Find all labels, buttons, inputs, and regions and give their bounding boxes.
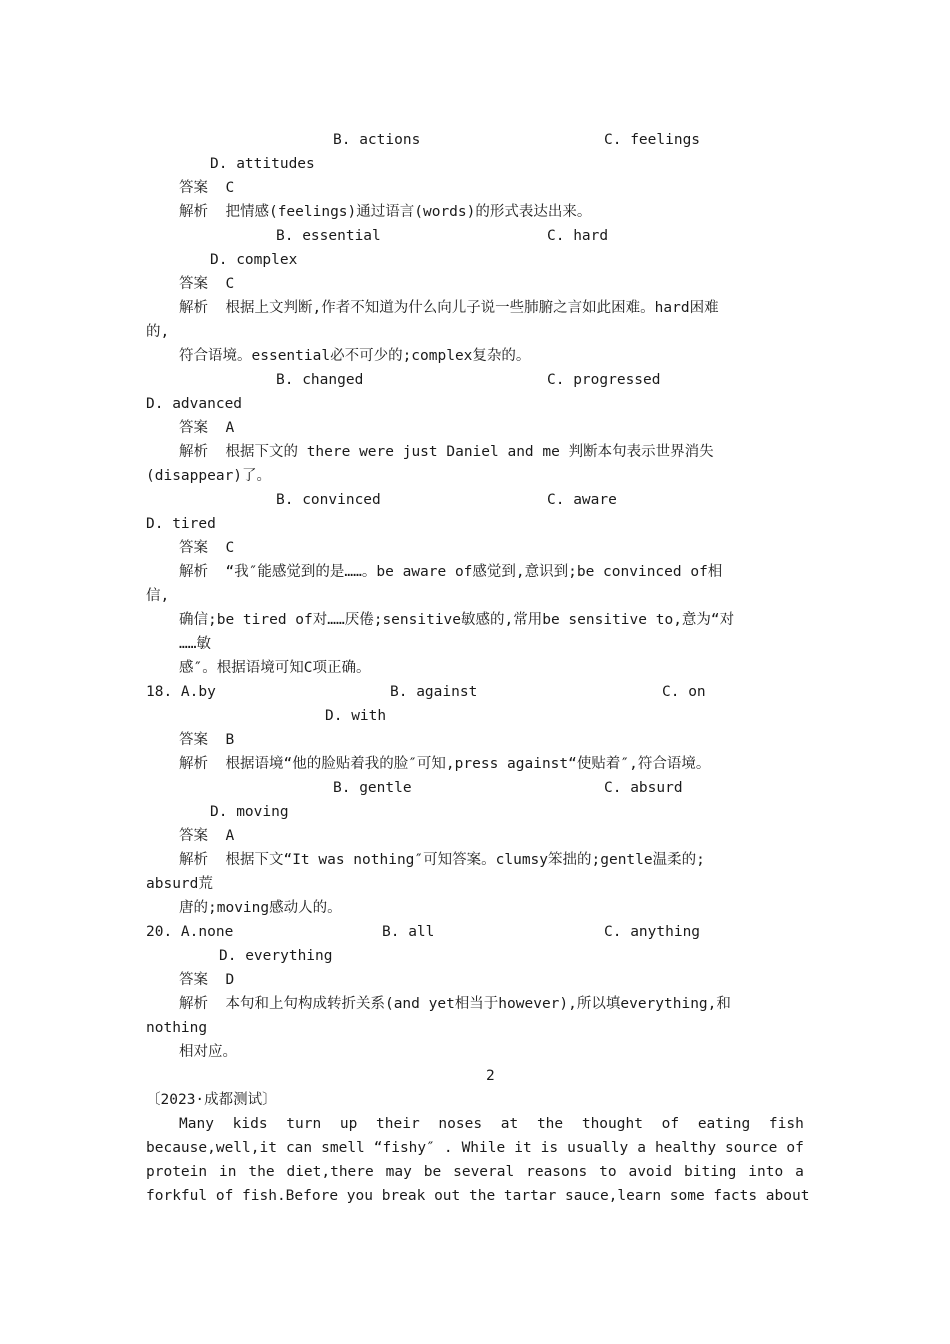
passage-word: kids bbox=[232, 1116, 268, 1132]
answer-line: 答案 A bbox=[179, 828, 235, 844]
passage-word: may bbox=[385, 1164, 412, 1180]
passage-line bbox=[179, 1114, 804, 1134]
passage-word: is bbox=[540, 1140, 559, 1156]
explanation-line: 信, bbox=[146, 588, 170, 604]
question-20-option-a: 20. A.none bbox=[146, 924, 234, 940]
passage-word: a bbox=[795, 1164, 804, 1180]
explanation-line: 解析 本句和上句构成转折关系(and yet相当于however),所以填everything,和 bbox=[179, 996, 731, 1012]
passage-word: . bbox=[443, 1140, 453, 1156]
explanation-line: 的, bbox=[146, 324, 170, 340]
passage-word: be bbox=[423, 1164, 442, 1180]
explanation-line: (disappear)了。 bbox=[146, 468, 272, 484]
passage-word: it bbox=[514, 1140, 532, 1156]
explanation-line: 感″。根据语境可知C项正确。 bbox=[179, 660, 371, 676]
option-b: B. against bbox=[390, 684, 478, 700]
passage-word: up bbox=[339, 1116, 358, 1132]
passage-word: at bbox=[500, 1116, 519, 1132]
option-d: D. everything bbox=[219, 948, 333, 964]
passage-word: into bbox=[748, 1164, 784, 1180]
explanation-line: ……敏 bbox=[179, 636, 211, 652]
explanation-line: 符合语境。essential必不可少的;complex复杂的。 bbox=[179, 348, 531, 364]
passage-line bbox=[146, 1138, 804, 1158]
explanation-line: 相对应。 bbox=[179, 1044, 237, 1060]
question-18-option-a: 18. A.by bbox=[146, 684, 216, 700]
option-b: B. changed bbox=[276, 372, 364, 388]
option-b: B. convinced bbox=[276, 492, 381, 508]
passage-word: While bbox=[461, 1140, 506, 1156]
passage-word: turn bbox=[286, 1116, 322, 1132]
passage-word: “fishy″ bbox=[373, 1140, 435, 1156]
option-c: C. on bbox=[662, 684, 706, 700]
answer-line: 答案 A bbox=[179, 420, 235, 436]
passage-word: protein bbox=[146, 1164, 208, 1180]
passage-word: several bbox=[453, 1164, 515, 1180]
explanation-line: 解析 根据下文的 there were just Daniel and me 判断本句表示世界消失 bbox=[179, 444, 714, 460]
passage-word: thought bbox=[581, 1116, 643, 1132]
answer-line: 答案 C bbox=[179, 180, 235, 196]
passage-word: their bbox=[376, 1116, 420, 1132]
explanation-line: 解析 根据上文判断,作者不知道为什么向儿子说一些肺腑之言如此困难。hard困难 bbox=[179, 300, 719, 316]
option-b: B. actions bbox=[333, 132, 421, 148]
option-b: B. essential bbox=[276, 228, 381, 244]
passage-word: the bbox=[248, 1164, 275, 1180]
explanation-line: 解析 根据语境“他的脸贴着我的脸″可知,press against“使贴着″,符合语境。 bbox=[179, 756, 711, 772]
answer-line: 答案 C bbox=[179, 540, 235, 556]
passage-word: avoid bbox=[628, 1164, 673, 1180]
option-d: D. moving bbox=[210, 804, 289, 820]
passage-word: in bbox=[219, 1164, 237, 1180]
option-d: D. attitudes bbox=[210, 156, 315, 172]
passage-word: eating bbox=[697, 1116, 751, 1132]
explanation-line: 解析 把情感(feelings)通过语言(words)的形式表达出来。 bbox=[179, 204, 592, 220]
passage-word: smell bbox=[321, 1140, 365, 1156]
option-c: C. hard bbox=[547, 228, 609, 244]
option-c: C. aware bbox=[547, 492, 617, 508]
passage-word: biting bbox=[684, 1164, 737, 1180]
option-d: D. complex bbox=[210, 252, 298, 268]
passage-word: a bbox=[637, 1140, 646, 1156]
option-b: B. all bbox=[382, 924, 435, 940]
option-c: C. anything bbox=[604, 924, 701, 940]
explanation-line: 确信;be tired of对……厌倦;sensitive敏感的,常用be sensitive to,意为“对 bbox=[179, 612, 735, 628]
option-c: C. progressed bbox=[547, 372, 661, 388]
explanation-line: 唐的;moving感动人的。 bbox=[179, 900, 342, 916]
option-c: C. absurd bbox=[604, 780, 683, 796]
passage-word: fish bbox=[768, 1116, 804, 1132]
passage-line: forkful of fish.Before you break out the tartar sauce,learn some facts about bbox=[146, 1188, 810, 1204]
passage-word: to bbox=[599, 1164, 617, 1180]
option-b: B. gentle bbox=[333, 780, 412, 796]
answer-line: 答案 C bbox=[179, 276, 235, 292]
passage-word: noses bbox=[438, 1116, 483, 1132]
explanation-line: nothing bbox=[146, 1020, 208, 1036]
passage-word: diet,there bbox=[286, 1164, 374, 1180]
answer-line: 答案 D bbox=[179, 972, 235, 988]
passage-word: Many bbox=[179, 1116, 214, 1132]
passage-line bbox=[146, 1162, 804, 1182]
section-number: 2 bbox=[486, 1068, 495, 1084]
passage-word: healthy bbox=[654, 1140, 717, 1156]
passage-word: the bbox=[536, 1116, 564, 1132]
option-c: C. feelings bbox=[604, 132, 701, 148]
explanation-line: 解析 根据下文“It was nothing″可知答案。clumsy笨拙的;gentle温柔的; bbox=[179, 852, 705, 868]
answer-line: 答案 B bbox=[179, 732, 235, 748]
passage-word: usually bbox=[567, 1140, 629, 1156]
passage-word: reasons bbox=[526, 1164, 588, 1180]
passage-word: of bbox=[786, 1140, 804, 1156]
explanation-line: absurd荒 bbox=[146, 876, 213, 892]
passage-word: because,well,it bbox=[146, 1140, 277, 1156]
passage-word: can bbox=[285, 1140, 313, 1156]
option-d: D. with bbox=[325, 708, 387, 724]
option-d: D. advanced bbox=[146, 396, 243, 412]
passage-word: of bbox=[661, 1116, 680, 1132]
source-label: 〔2023·成都测试〕 bbox=[146, 1092, 277, 1108]
option-d: D. tired bbox=[146, 516, 216, 532]
passage-word: source bbox=[725, 1140, 778, 1156]
explanation-line: 解析 “我″能感觉到的是……。be aware of感觉到,意识到;be convinced of相 bbox=[179, 564, 723, 580]
